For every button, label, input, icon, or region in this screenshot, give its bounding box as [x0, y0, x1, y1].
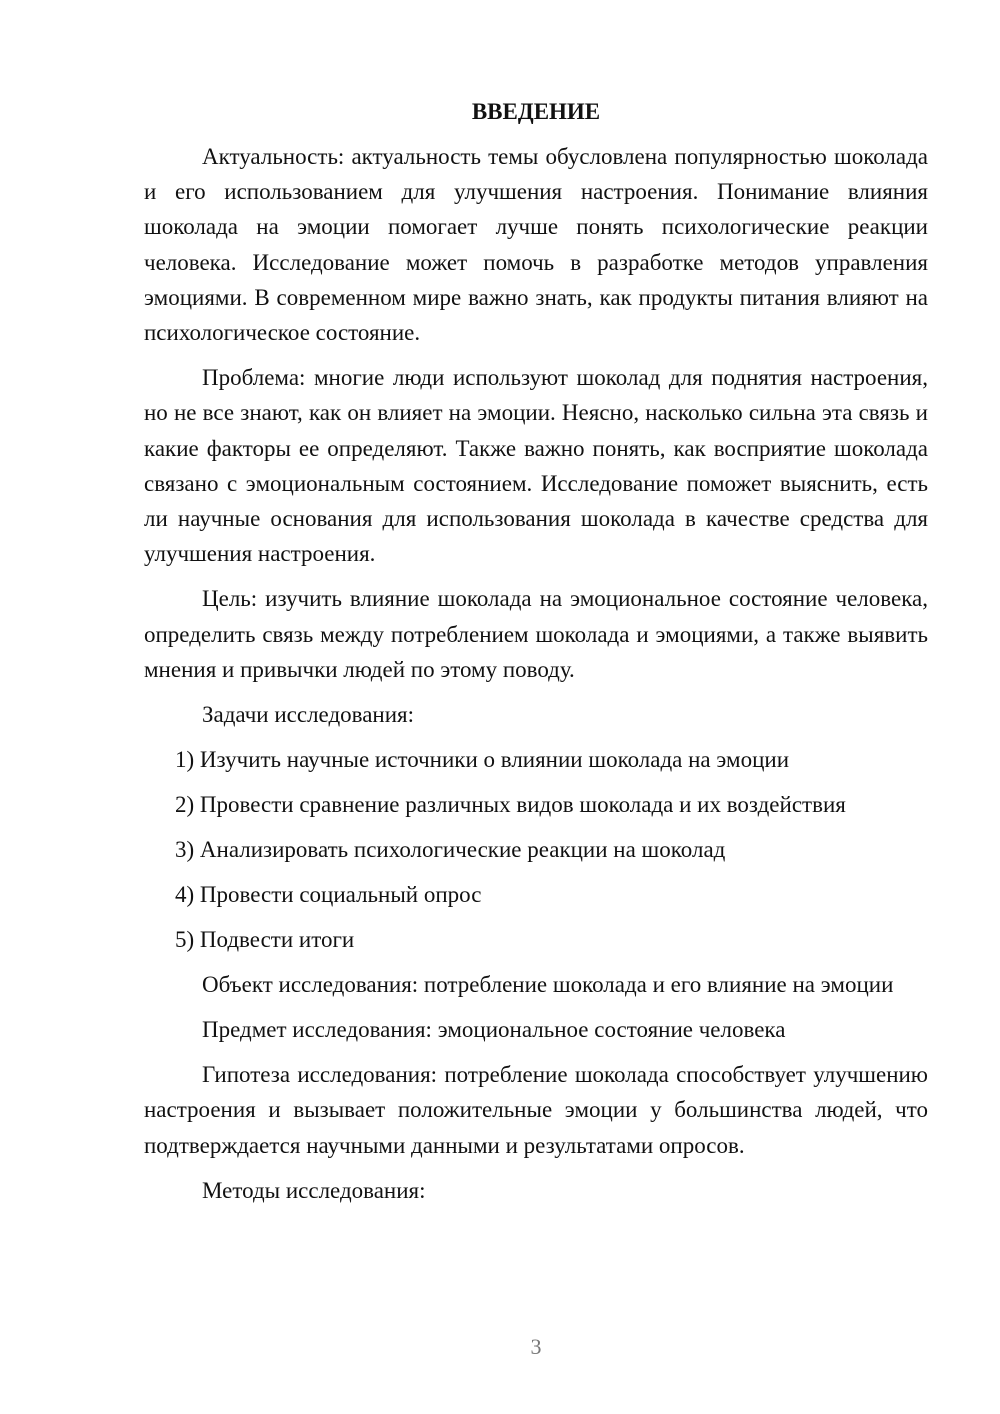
object-paragraph: Объект исследования: потребление шоколада и его влияние на эмоции: [202, 972, 894, 998]
list-item: 4) Провести социальный опрос: [175, 882, 482, 908]
list-item: 2) Провести сравнение различных видов шоколада и их воздействия: [175, 792, 846, 818]
goal-paragraph: Цель: изучить влияние шоколада на эмоциональное состояние человека, определить связь между потреблением шоколада и эмоциями, а также выявить мнения и привычки людей по этому поводу.: [144, 586, 928, 682]
hypothesis-paragraph: Гипотеза исследования: потребление шоколада способствует улучшению настроения и вызывает положительные эмоции у большинства людей, что подтверждается научными данными и результатами опросов.: [144, 1062, 928, 1158]
problem-paragraph: Проблема: многие люди используют шоколад для поднятия настроения, но не все знают, как он влияет на эмоции. Неясно, насколько сильна эта связь и какие факторы ее определяют. Также важно понять, как восприятие шоколада связано с эмоциональным состоянием. Исследование поможет выяснить, есть ли научные основания для использования шоколада в качестве средства для улучшения настроения.: [144, 365, 928, 567]
subject-paragraph: Предмет исследования: эмоциональное состояние человека: [202, 1017, 786, 1043]
relevance-paragraph: Актуальность: актуальность темы обусловлена популярностью шоколада и его использованием для улучшения настроения. Понимание влияния шоколада на эмоции помогает лучше понять психологические реакции человека. Исследование может помочь в разработке методов управления эмоциями. В современном мире важно знать, как продукты питания влияют на психологическое состояние.: [144, 144, 928, 346]
list-item: 5) Подвести итоги: [175, 927, 355, 953]
tasks-heading: Задачи исследования:: [202, 702, 415, 728]
tasks-list: [144, 742, 928, 957]
methods-heading: Методы исследования:: [202, 1177, 426, 1203]
page-number: 3: [530, 1334, 542, 1359]
list-item: 1) Изучить научные источники о влиянии шоколада на эмоции: [175, 747, 790, 773]
page-title: ВВЕДЕНИЕ: [471, 99, 601, 124]
page-content: [144, 94, 928, 1208]
list-item: 3) Анализировать психологические реакции на шоколад: [175, 837, 726, 863]
